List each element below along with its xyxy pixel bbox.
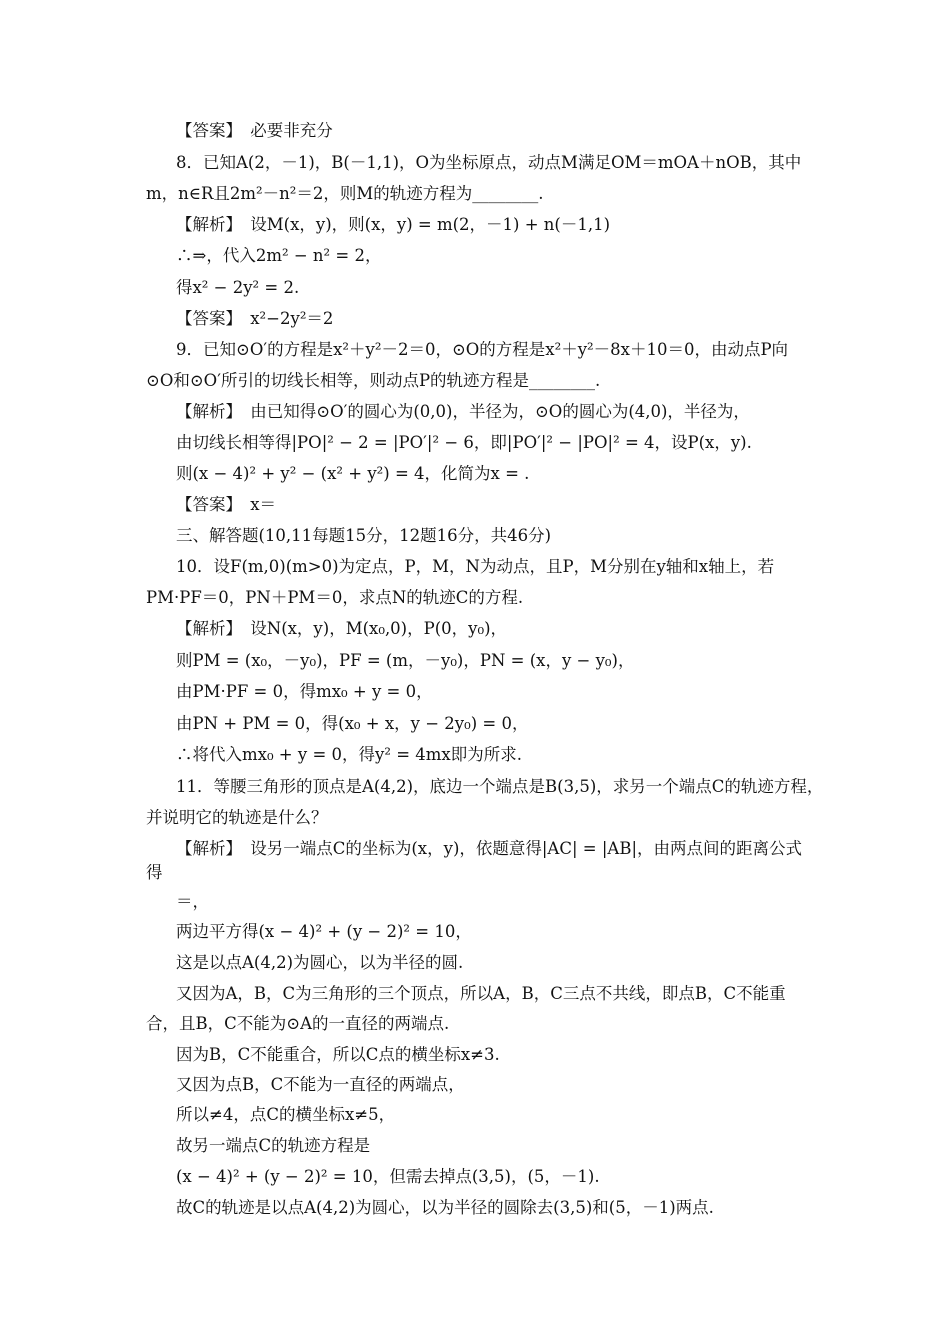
text-line: 则(x − 4)² + y² − (x² + y²) = 4，化简为x = . — [176, 464, 530, 483]
label-line: 【答案】 x＝ — [176, 495, 277, 514]
text-line: 得 — [146, 863, 163, 882]
text-line: 故另一端点C的轨迹方程是 — [176, 1136, 371, 1155]
text-line: ∴⇒，代入2m² − n² = 2， — [176, 246, 382, 265]
label-line: 【答案】 x²−2y²＝2 — [176, 309, 334, 328]
label-line: 【解析】 设另一端点C的坐标为(x，y)，依题意得|AC| = |AB|，由两点间的距离公式 — [176, 839, 803, 858]
text-line: 8．已知A(2，－1)，B(－1,1)，O为坐标原点，动点M满足OM＝mOA＋nOB，其中 — [176, 153, 802, 172]
text-line: 所以≠4，点C的横坐标x≠5， — [176, 1105, 396, 1124]
text-line: 得x² − 2y² = 2. — [176, 278, 300, 297]
text-line: 又因为A，B，C为三角形的三个顶点，所以A，B，C三点不共线，即点B，C不能重 — [176, 984, 786, 1003]
text-line: 又因为点B，C不能为一直径的两端点， — [176, 1075, 465, 1094]
text-line: 9．已知⊙O′的方程是x²＋y²－2＝0，⊙O的方程是x²＋y²－8x＋10＝0，由动点P向 — [176, 340, 789, 359]
text-line: ∴将代入mx₀ + y = 0，得y² = 4mx即为所求. — [176, 745, 522, 764]
label-line: 【解析】 设N(x，y)，M(x₀,0)，P(0，y₀)， — [176, 619, 508, 638]
label-line: 【解析】 由已知得⊙O′的圆心为(0,0)，半径为，⊙O的圆心为(4,0)，半径为， — [176, 402, 750, 421]
text-line: 这是以点A(4,2)为圆心，以为半径的圆. — [176, 953, 464, 972]
text-line: 因为B，C不能重合，所以C点的横坐标x≠3. — [176, 1045, 500, 1064]
text-line: 合，且B，C不能为⊙A的一直径的两端点. — [146, 1014, 450, 1033]
text-line: ⊙O和⊙O′所引的切线长相等，则动点P的轨迹方程是________. — [146, 371, 601, 390]
text-line: 则PM = (x₀，－y₀)，PF = (m，－y₀)，PN = (x，y − y₀)， — [176, 651, 635, 670]
text-line: 三、解答题(10,11每题15分，12题16分，共46分) — [176, 526, 552, 545]
text-line: PM·PF＝0，PN＋PM＝0，求点N的轨迹C的方程. — [146, 588, 524, 607]
label-line: 【答案】 必要非充分 — [176, 121, 333, 140]
text-line: 由切线长相等得|PO|² − 2 = |PO′|² − 6，即|PO′|² − |PO|² = 4，设P(x，y). — [176, 433, 752, 452]
text-line: (x − 4)² + (y − 2)² = 10，但需去掉点(3,5)，(5，－1). — [176, 1167, 600, 1186]
text-line: 两边平方得(x − 4)² + (y − 2)² = 10， — [176, 922, 472, 941]
text-line: m，n∈R且2m²－n²＝2，则M的轨迹方程为________. — [146, 184, 544, 203]
text-line: 11．等腰三角形的顶点是A(4,2)，底边一个端点是B(3,5)，求另一个端点C的轨迹方程， — [176, 777, 824, 796]
text-line: ＝， — [176, 892, 209, 911]
label-line: 【解析】 设M(x，y)，则(x，y) = m(2，－1) + n(－1,1) — [176, 215, 611, 234]
text-line: 由PM·PF = 0，得mx₀ + y = 0， — [176, 682, 433, 701]
text-line: 并说明它的轨迹是什么？ — [146, 808, 328, 827]
text-line: 故C的轨迹是以点A(4,2)为圆心，以为半径的圆除去(3,5)和(5，－1)两点. — [176, 1198, 714, 1217]
text-line: 由PN + PM = 0，得(x₀ + x，y − 2y₀) = 0， — [176, 714, 529, 733]
text-line: 10．设F(m,0)(m>0)为定点，P，M，N为动点，且P，M分别在y轴和x轴上，若 — [176, 557, 775, 576]
